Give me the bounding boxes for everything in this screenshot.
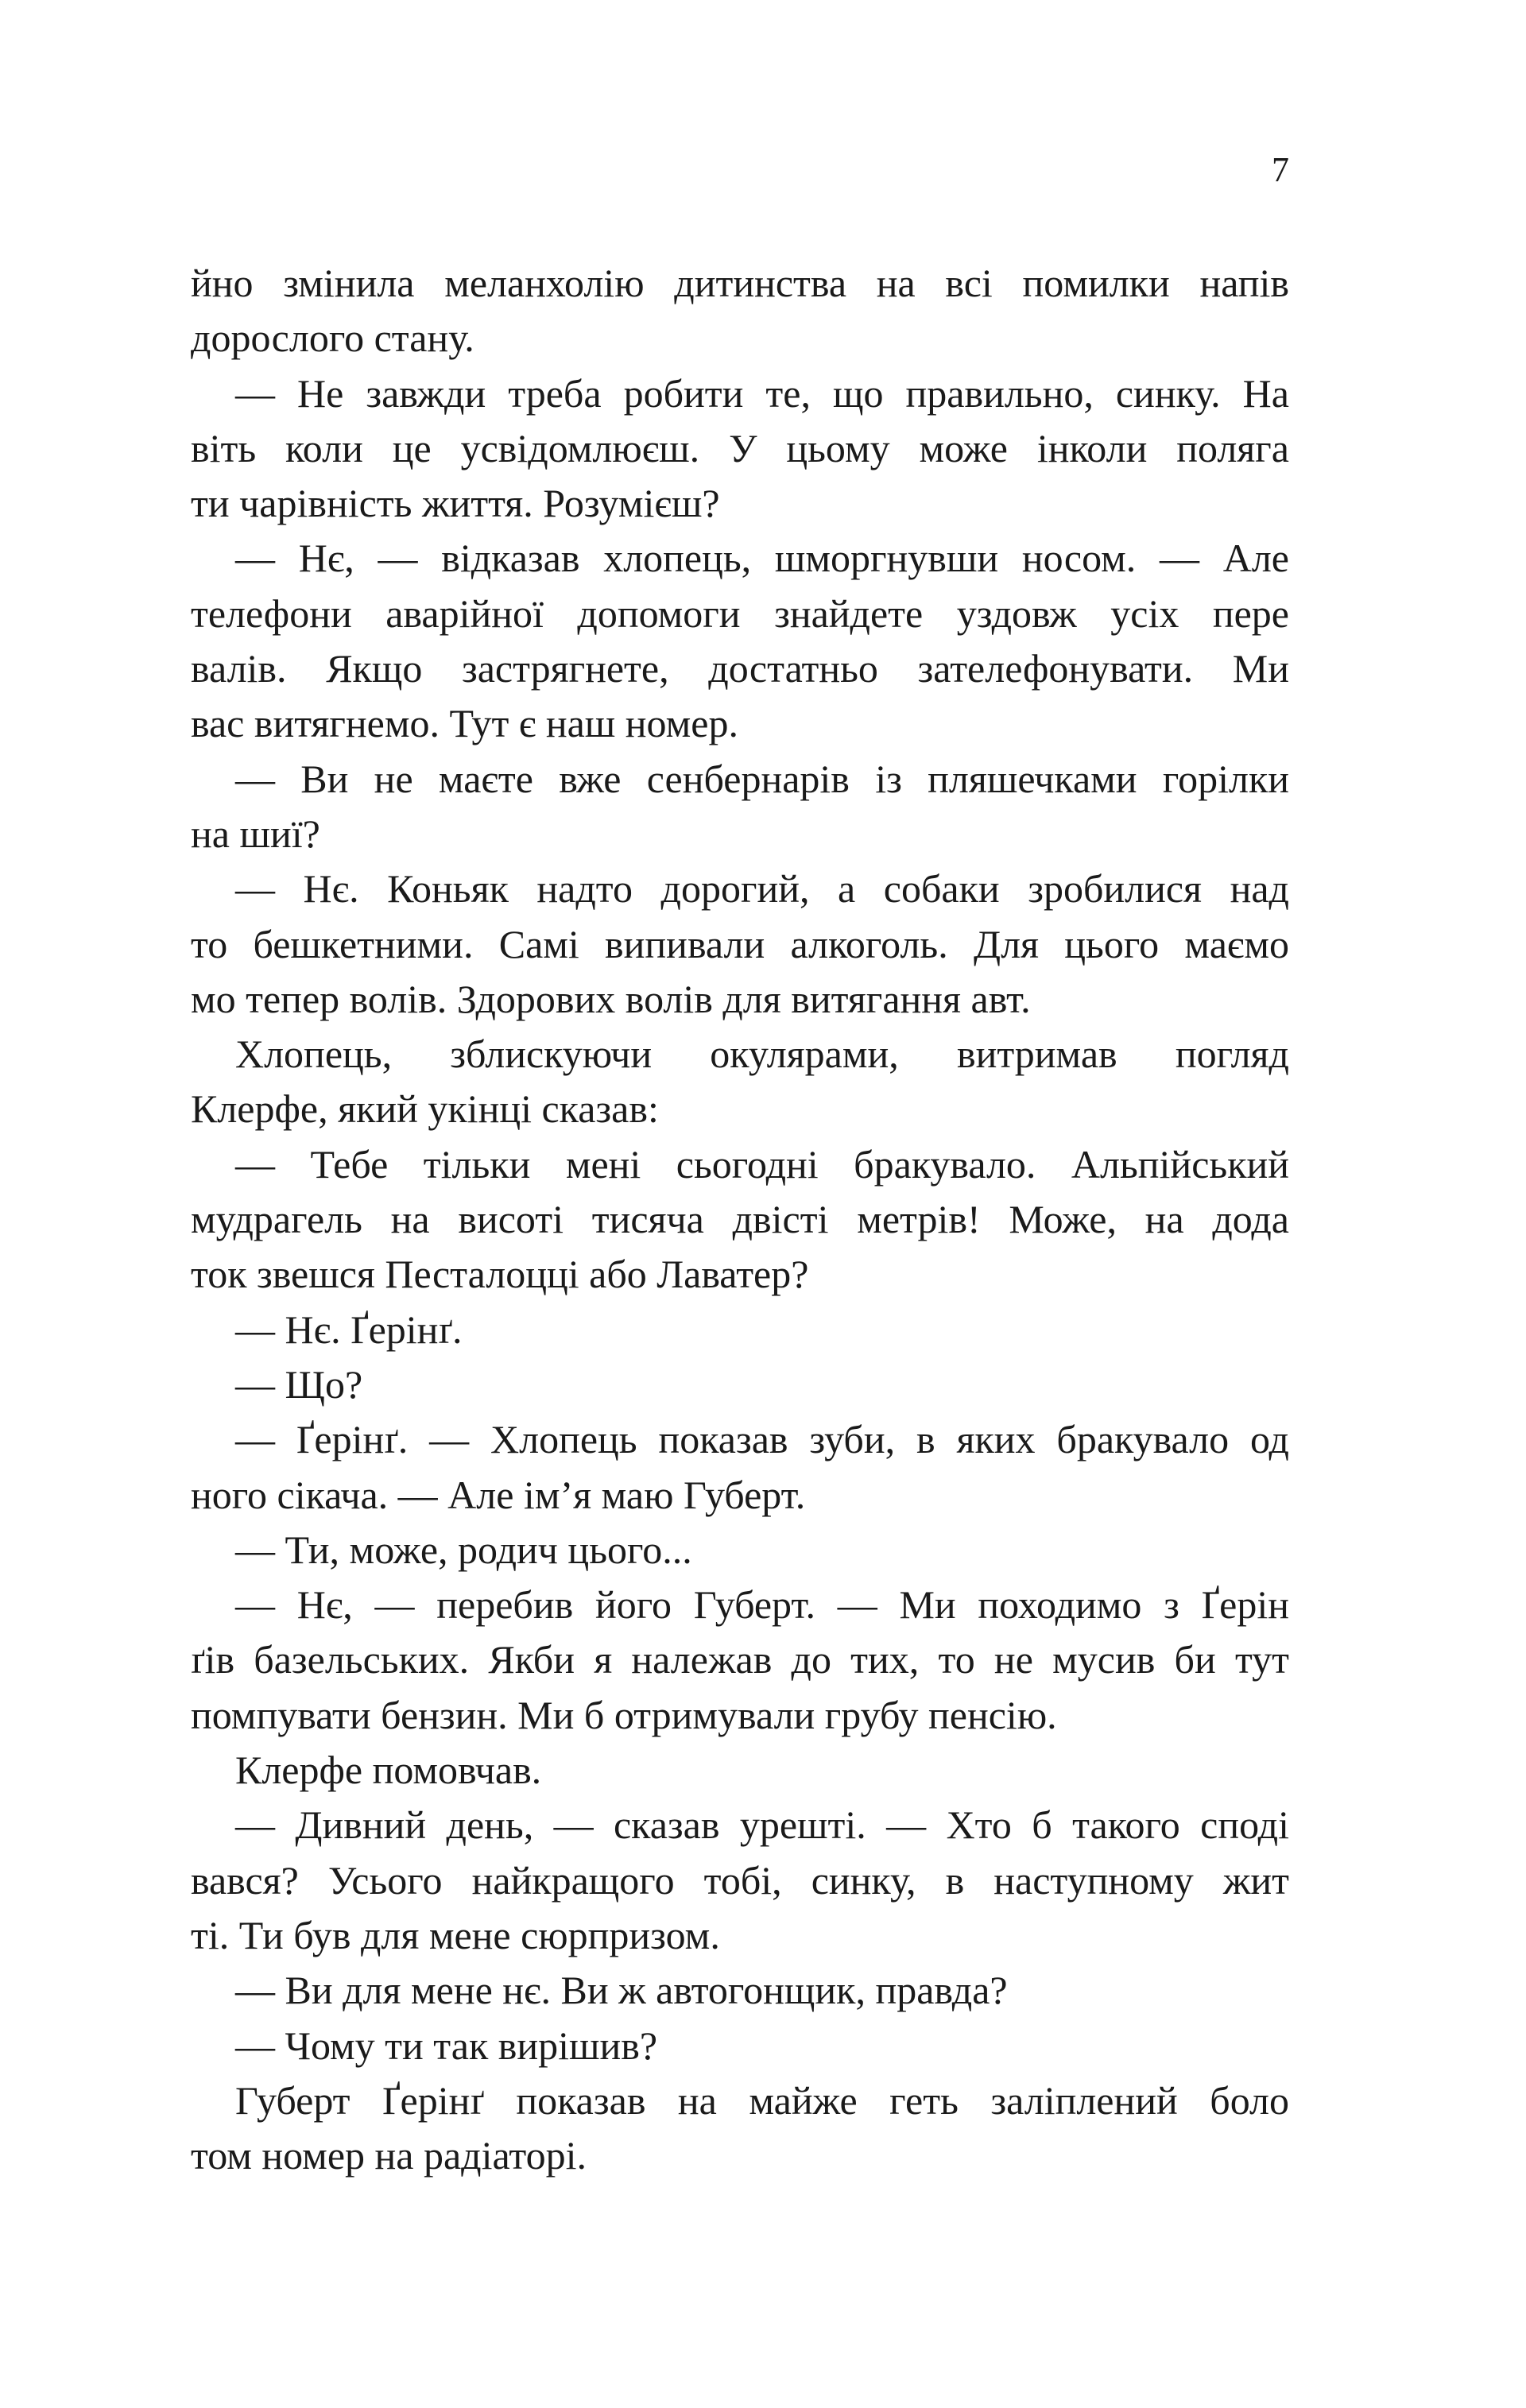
- text-line: валів. Якщо застрягнете, достатньо зателефонувати. Ми: [191, 646, 1289, 691]
- text-line: — Чому ти так вирішив?: [235, 2023, 658, 2068]
- text-line: помпувати бензин. Ми б отримували грубу пенсію.: [191, 1692, 1057, 1737]
- text-line: — Не завжди треба робити те, що правильно, синку. На: [235, 370, 1289, 416]
- text-line: — Нє, — перебив його Губерт. — Ми походимо з Ґерін: [235, 1582, 1289, 1628]
- text-line: — Дивний день, — сказав урешті. — Хто б такого споді: [235, 1802, 1289, 1848]
- page-number: 7: [1272, 150, 1289, 189]
- text-line: — Що?: [235, 1361, 363, 1407]
- text-line: ґів базельських. Якби я належав до тих, то не мусив би тут: [191, 1637, 1289, 1682]
- text-line: йно змінила меланхолію дитинства на всі помилки напів: [191, 261, 1289, 305]
- text-line: — Тебе тільки мені сьогодні бракувало. Альпійський: [235, 1141, 1289, 1187]
- text-line: мудрагель на висоті тисяча двісті метрів! Може, на дода: [191, 1197, 1289, 1242]
- text-line: то бешкетними. Самі випивали алкоголь. Для цього маємо: [191, 921, 1289, 966]
- body-text: [191, 256, 1289, 2183]
- text-line: — Нє. Коньяк надто дорогий, а собаки зробилися над: [235, 866, 1289, 912]
- text-line: віть коли це усвідомлюєш. У цьому може інколи поляга: [191, 425, 1289, 470]
- text-line: Клерфе, який укінці сказав:: [191, 1086, 659, 1132]
- text-line: телефони аварійної допомоги знайдете уздовж усіх пере: [191, 590, 1289, 636]
- text-line: ти чарівність життя. Розумієш?: [191, 481, 720, 526]
- text-line: вас витягнемо. Тут є наш номер.: [191, 701, 738, 746]
- text-line: на шиї?: [191, 811, 320, 856]
- text-line: — Нє, — відказав хлопець, шморгнувши носом. — Але: [235, 536, 1289, 581]
- text-line: — Нє. Ґерінґ.: [235, 1307, 463, 1352]
- text-line: Клерфе помовчав.: [235, 1748, 542, 1793]
- text-line: — Ґерінґ. — Хлопець показав зуби, в яких бракувало од: [235, 1417, 1289, 1462]
- text-line: ток звешся Песталоцці або Лаватер?: [191, 1252, 809, 1297]
- text-line: вався? Усього найкращого тобі, синку, в наступному жит: [191, 1857, 1289, 1903]
- text-line: — Ти, може, родич цього...: [235, 1527, 692, 1572]
- text-line: ті. Ти був для мене сюрпризом.: [191, 1912, 720, 1957]
- text-line: ного сікача. — Але ім’я маю Губерт.: [191, 1472, 806, 1517]
- text-line: Губерт Ґерінґ показав на майже геть заліплений боло: [235, 2077, 1289, 2123]
- text-line: Хлопець, зблискуючи окулярами, витримав погляд: [235, 1032, 1289, 1077]
- text-line: том номер на радіаторі.: [191, 2133, 587, 2178]
- text-line: мо тепер волів. Здорових волів для витягання авт.: [191, 976, 1031, 1021]
- text-line: — Ви не маєте вже сенбернарів із пляшечками горілки: [235, 756, 1289, 801]
- text-line: — Ви для мене нє. Ви ж автогонщик, правда?: [235, 1968, 1008, 2013]
- text-line: дорослого стану.: [191, 316, 474, 361]
